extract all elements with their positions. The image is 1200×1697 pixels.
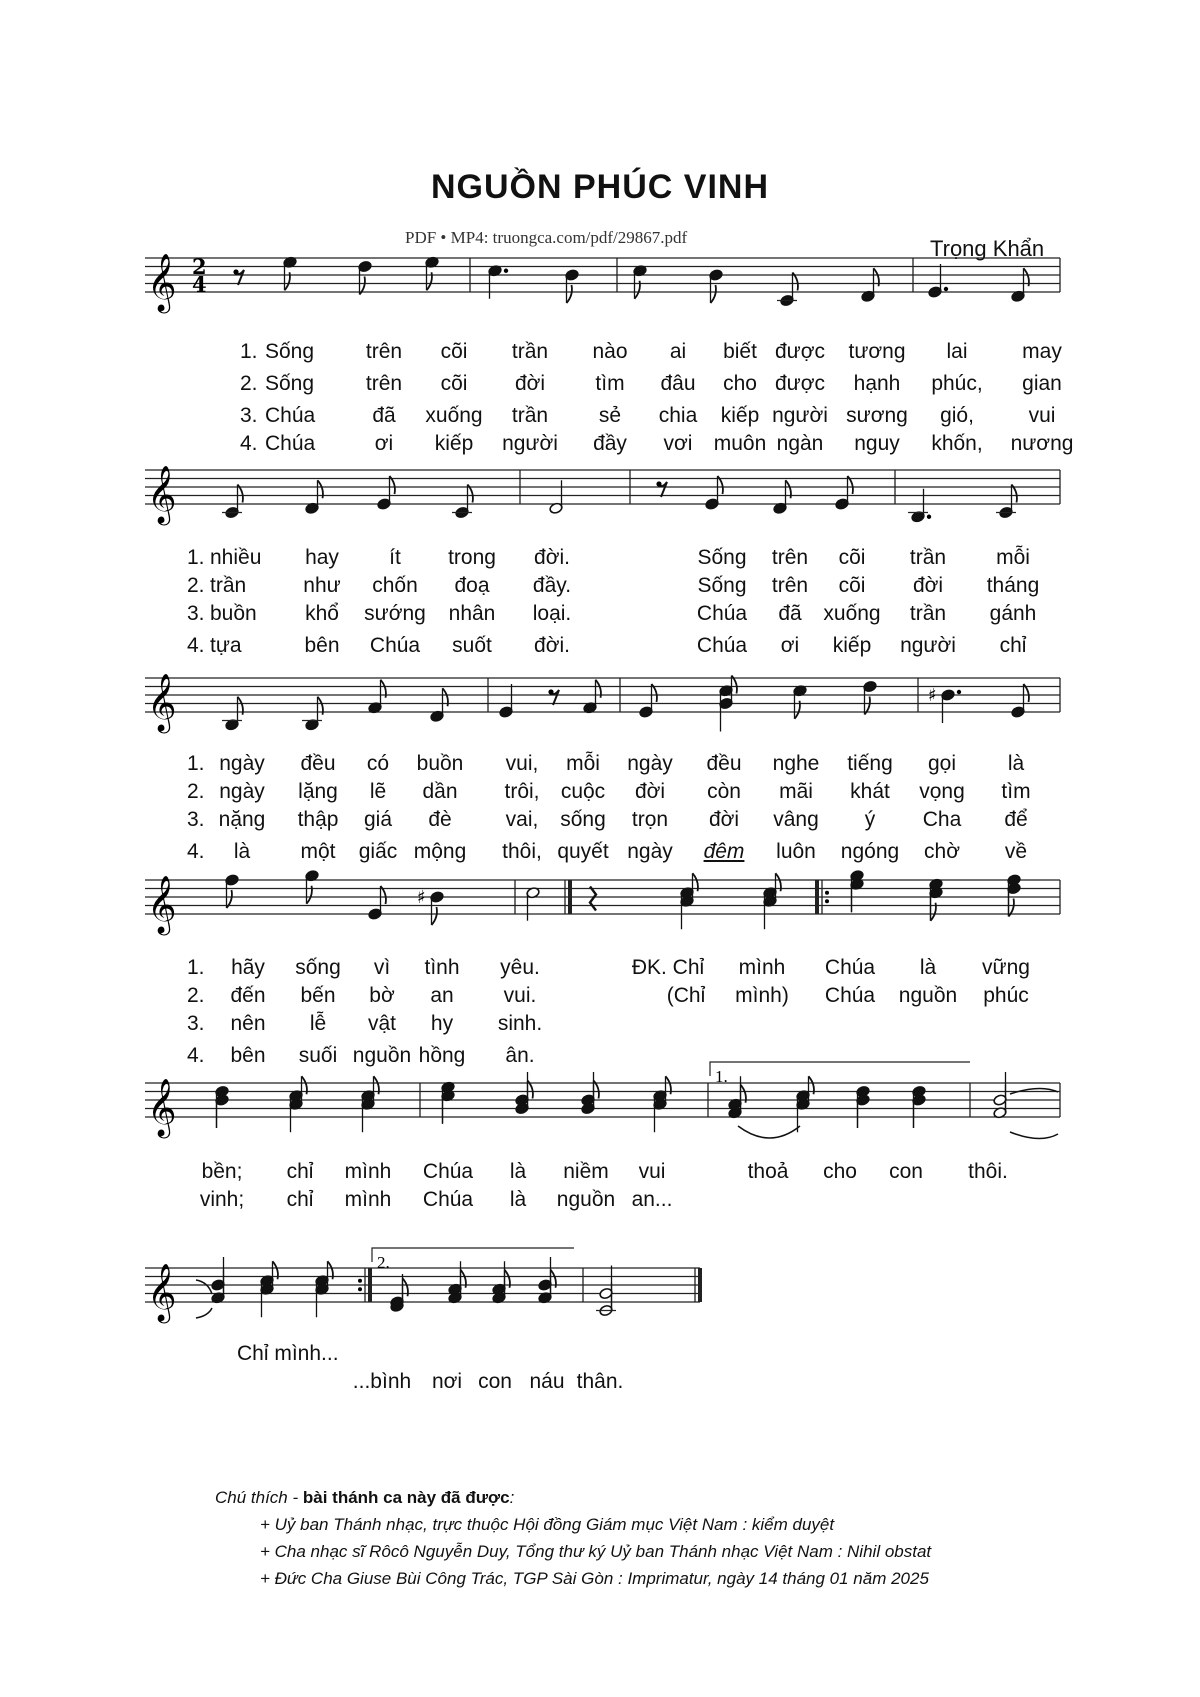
lyric-syllable: biết — [723, 340, 757, 363]
lyric-syllable: mình — [344, 1188, 392, 1211]
lyric-syllable: ơi — [374, 432, 394, 455]
eighth-rest — [656, 481, 661, 486]
lyric-syllable: người — [502, 432, 558, 455]
lyric-syllable: là — [233, 840, 251, 863]
lyric-syllable: bờ — [369, 984, 395, 1007]
lyric-syllable: ngày — [627, 752, 673, 775]
lyric-syllable: Chúa — [265, 432, 316, 455]
lyric-syllable: tựa — [210, 634, 242, 657]
repeat-dot — [825, 899, 829, 903]
footnote-colon: : — [509, 1488, 515, 1507]
lyric-syllable: trên — [365, 372, 403, 395]
song-title: NGUỒN PHÚC VINH — [430, 168, 770, 206]
lyric-syllable: sống — [295, 956, 341, 979]
lyric-syllable: 3. — [187, 808, 205, 831]
lyric-syllable: con — [478, 1370, 512, 1393]
lyric-syllable: bên — [304, 634, 340, 657]
lyric-syllable: Sống — [265, 340, 315, 363]
lyric-syllable: 1. — [187, 956, 205, 979]
lyric-syllable: sướng — [364, 602, 426, 625]
volta-bracket — [710, 1062, 970, 1076]
lyric-syllable: có — [366, 752, 390, 775]
tie — [738, 1126, 800, 1138]
lyric-syllable: vui, — [505, 752, 539, 775]
lyric-syllable: là — [919, 956, 937, 979]
footnote-item: + Đức Cha Giuse Bùi Công Trác, TGP Sài Gòn : Imprimatur, ngày 14 tháng 01 năm 2025 — [260, 1569, 929, 1588]
lyric-syllable: tương — [848, 340, 906, 363]
lyric-syllable: về — [1004, 840, 1028, 863]
lyric-syllable: trần — [909, 602, 947, 625]
lyric-syllable: kiếp — [720, 404, 760, 427]
lyric-syllable: vững — [982, 956, 1030, 979]
lyric-syllable: 1. — [187, 546, 205, 569]
lyric-syllable: quyết — [557, 840, 609, 863]
lyric-syllable: 1. — [240, 340, 258, 363]
lyric-syllable: gọi — [927, 752, 957, 775]
lyric-syllable: tìm — [1001, 780, 1031, 803]
lyric-syllable: trôi, — [504, 780, 540, 803]
lyric-syllable: chỉ — [286, 1188, 314, 1211]
note-flag — [711, 285, 716, 303]
footnote-item: + Uỷ ban Thánh nhạc, trực thuộc Hội đồng Giám mục Việt Nam : kiểm duyệt — [260, 1515, 835, 1534]
lyric-syllable: vì — [373, 956, 391, 979]
lyric-syllable: ngóng — [840, 840, 900, 863]
lyric-syllable: 2. — [187, 780, 205, 803]
lyric-syllable: được — [774, 372, 826, 395]
volta-label: 1. — [715, 1067, 728, 1086]
lyric-syllable: Chúa — [824, 984, 876, 1007]
lyric-syllable: nên — [230, 1012, 266, 1035]
lyric-syllable: mỗi — [566, 752, 600, 775]
note-dot — [927, 515, 931, 519]
lyric-syllable: như — [303, 574, 341, 597]
volta-label: 2. — [377, 1253, 390, 1272]
lyric-syllable: suối — [298, 1044, 338, 1067]
lyric-syllable: người — [772, 404, 828, 427]
lyric-syllable: cõi — [838, 574, 866, 597]
lyric-syllable: ĐK. Chỉ — [631, 956, 705, 979]
treble-clef: 𝄞 — [147, 673, 177, 731]
lyric-syllable: còn — [707, 780, 741, 803]
lyric-syllable: trần — [511, 340, 549, 363]
lyric-syllable: hạnh — [853, 372, 901, 395]
lyric-syllable: nào — [592, 340, 628, 363]
lyric-syllable: trên — [771, 546, 809, 569]
lyric-syllable: lai — [946, 340, 968, 363]
lyric-syllable: đời — [514, 372, 546, 395]
note-dot — [944, 287, 948, 291]
sharp: ♯ — [417, 887, 426, 908]
time-sig-bottom: 4 — [192, 272, 207, 297]
lyric-syllable: ...bình — [352, 1370, 412, 1393]
lyric-syllable: đời — [912, 574, 944, 597]
lyric-syllable: loại. — [532, 602, 572, 625]
note-dot — [504, 269, 508, 273]
lyric-syllable: Sống — [265, 372, 315, 395]
lyric-syllable: ngày — [627, 840, 673, 863]
note-dot — [957, 690, 961, 694]
lyric-syllable: đoạ — [454, 574, 490, 597]
lyric-syllable: buồn — [210, 602, 257, 625]
lyric-syllable: náu — [529, 1370, 565, 1393]
lyric-syllable: hy — [430, 1012, 454, 1035]
lyric-syllable: thập — [297, 808, 339, 831]
lyric-syllable: 4. — [187, 1044, 205, 1067]
lyric-syllable: nghe — [772, 752, 820, 775]
lyric-syllable: nương — [1010, 432, 1074, 455]
lyric-syllable: hay — [305, 546, 339, 569]
footnote-prefix: Chú thích - — [215, 1488, 303, 1507]
lyric-syllable: sinh. — [497, 1012, 543, 1035]
lyric-syllable: xuống — [425, 404, 483, 427]
lyric-syllable: may — [1022, 340, 1062, 363]
lyric-syllable: mãi — [779, 780, 813, 803]
lyric-syllable: cuộc — [560, 780, 606, 803]
lyric-syllable: Sống — [697, 574, 747, 597]
lyric-syllable: xuống — [823, 602, 881, 625]
lyric-syllable: an — [430, 984, 454, 1007]
lyric-syllable: cõi — [440, 340, 468, 363]
lyric-syllable: vui — [638, 1160, 666, 1183]
lyric-syllable: ít — [389, 546, 401, 569]
lyric-syllable: đời. — [534, 546, 570, 569]
lyric-syllable: gánh — [989, 602, 1037, 625]
lyric-syllable: vui. — [503, 984, 537, 1007]
lyric-syllable: trần — [210, 574, 247, 597]
lyric-syllable: mình — [344, 1160, 392, 1183]
composer-name: Trọng Khẩn — [930, 236, 1045, 261]
lyric-syllable: 4. — [240, 432, 258, 455]
lyric-syllable: thoả — [747, 1160, 789, 1183]
repeat-dot — [358, 1287, 362, 1291]
lyric-syllable: con — [889, 1160, 923, 1183]
treble-clef: 𝄞 — [147, 1263, 177, 1321]
lyric-syllable: đều — [706, 752, 742, 775]
lyric-syllable: khổ — [305, 602, 339, 625]
lyric-syllable: bến — [300, 984, 336, 1007]
eighth-rest — [548, 689, 553, 694]
lyric-syllable: an... — [631, 1188, 673, 1211]
footnote-item: + Cha nhạc sĩ Rôcô Nguyễn Duy, Tổng thư ký Uỷ ban Thánh nhạc Việt Nam : Nihil obstat — [260, 1542, 932, 1561]
lyric-syllable: mỗi — [996, 546, 1030, 569]
lyric-syllable: sương — [846, 404, 908, 427]
lyric-syllable: ý — [864, 808, 876, 831]
lyric-syllable: mình — [738, 956, 786, 979]
lyric-syllable: Chúa — [265, 404, 316, 427]
lyric-syllable: 3. — [187, 1012, 205, 1035]
lyric-syllable: lễ — [309, 1012, 327, 1035]
lyric-syllable: giá — [363, 808, 393, 831]
lyric-syllable: đêm — [703, 840, 745, 863]
lyric-syllable: nhiều — [210, 546, 262, 569]
lyric-syllable: là — [1007, 752, 1025, 775]
lyric-syllable: 2. — [187, 984, 205, 1007]
lyric-syllable: bên — [230, 1044, 266, 1067]
lyric-syllable: 3. — [240, 404, 258, 427]
lyric-syllable: Chỉ mình... — [237, 1342, 339, 1365]
treble-clef: 𝄞 — [147, 465, 177, 523]
lyric-syllable: ân. — [505, 1044, 535, 1067]
lyric-syllable: đã — [372, 404, 396, 427]
lyric-syllable: trên — [771, 574, 809, 597]
lyric-syllable: 4. — [187, 634, 205, 657]
treble-clef: 𝄞 — [147, 875, 177, 933]
lyric-syllable: suốt — [452, 634, 492, 657]
lyric-syllable: 2. — [240, 372, 258, 395]
lyric-syllable: niềm — [563, 1160, 609, 1183]
lyric-syllable: vọng — [919, 780, 965, 803]
lyric-syllable: trần — [909, 546, 947, 569]
lyric-syllable: khát — [850, 780, 890, 803]
lyric-syllable: 4. — [187, 840, 205, 863]
treble-clef: 𝄞 — [147, 1078, 177, 1136]
lyric-syllable: để — [1004, 808, 1028, 831]
lyric-syllable: đè — [428, 808, 452, 831]
lyric-syllable: Cha — [922, 808, 962, 831]
lyric-syllable: chỉ — [999, 634, 1027, 657]
source-link[interactable]: PDF • MP4: truongca.com/pdf/29867.pdf — [405, 228, 688, 247]
lyric-syllable: vâng — [773, 808, 819, 831]
tie — [196, 1308, 212, 1318]
eighth-rest — [233, 269, 238, 274]
lyric-syllable: trên — [365, 340, 403, 363]
repeat-dot — [825, 891, 829, 895]
lyric-syllable: vơi — [663, 432, 693, 455]
lyric-syllable: nguy — [854, 432, 900, 455]
lyric-syllable: luôn — [776, 840, 816, 863]
lyric-syllable: giấc — [358, 840, 398, 863]
lyric-syllable: hãy — [231, 956, 265, 979]
lyric-syllable: đời — [708, 808, 740, 831]
treble-clef: 𝄞 — [147, 253, 177, 311]
lyric-syllable: Chúa — [696, 634, 748, 657]
lyric-syllable: Sống — [697, 546, 747, 569]
lyric-syllable: yêu. — [500, 956, 540, 979]
lyric-syllable: muôn — [713, 432, 767, 455]
lyric-syllable: đời. — [534, 634, 570, 657]
lyric-syllable: sống — [560, 808, 606, 831]
lyric-syllable: hồng — [418, 1044, 466, 1067]
lyric-syllable: ngày — [219, 780, 265, 803]
lyric-syllable: 2. — [187, 574, 205, 597]
lyric-syllable: người — [900, 634, 956, 657]
lyric-syllable: tình — [424, 956, 460, 979]
lyric-syllable: bền; — [201, 1160, 243, 1183]
tie — [196, 1280, 212, 1294]
lyric-syllable: phúc — [983, 984, 1029, 1007]
lyric-syllable: đều — [300, 752, 336, 775]
lyric-syllable: cho — [823, 1160, 857, 1183]
lyric-syllable: chờ — [924, 840, 960, 863]
lyric-syllable: nhân — [448, 602, 496, 625]
lyric-syllable: ngàn — [776, 432, 824, 455]
lyric-syllable: ai — [669, 340, 687, 363]
lyric-syllable: cõi — [440, 372, 468, 395]
lyric-syllable: tiếng — [847, 752, 893, 775]
lyric-syllable: đầy — [593, 432, 627, 455]
lyric-syllable: dần — [422, 780, 458, 803]
lyric-syllable: buồn — [416, 752, 464, 775]
lyric-syllable: là — [509, 1188, 527, 1211]
quarter-rest — [590, 887, 596, 911]
lyric-syllable: đến — [230, 984, 266, 1007]
lyric-syllable: nguồn — [898, 984, 958, 1007]
lyric-syllable: kiếp — [434, 432, 474, 455]
lyric-syllable: lẽ — [369, 780, 387, 803]
footnote-bold: bài thánh ca này đã được — [302, 1488, 510, 1507]
lyric-syllable: vật — [367, 1012, 397, 1035]
lyric-syllable: nơi — [431, 1370, 463, 1393]
lyric-syllable: thân. — [576, 1370, 624, 1393]
lyric-syllable: đã — [778, 602, 802, 625]
repeat-dot — [358, 1279, 362, 1283]
tie — [1010, 1132, 1058, 1139]
lyric-syllable: Chúa — [369, 634, 421, 657]
lyric-syllable: trọn — [631, 808, 669, 831]
time-sig-top: 2 — [192, 254, 207, 279]
lyric-syllable: chỉ — [286, 1160, 314, 1183]
lyric-syllable: chốn — [372, 574, 418, 597]
sharp: ♯ — [928, 685, 937, 706]
lyric-syllable: (Chỉ — [666, 984, 706, 1007]
lyric-syllable: trong — [448, 546, 496, 569]
lyric-syllable: Chúa — [696, 602, 748, 625]
lyric-syllable: ngày — [219, 752, 265, 775]
lyric-syllable: vui — [1028, 404, 1056, 427]
lyric-syllable: phúc, — [931, 372, 983, 395]
lyric-syllable: mộng — [413, 840, 467, 863]
note-flag — [432, 907, 437, 925]
lyric-syllable: đầy. — [532, 574, 572, 597]
lyric-syllable: 3. — [187, 602, 205, 625]
lyric-syllable: đời — [634, 780, 666, 803]
lyric-syllable: nặng — [218, 808, 266, 831]
lyric-syllable: thôi. — [968, 1160, 1008, 1183]
lyric-syllable: kiếp — [832, 634, 872, 657]
lyric-syllable: được — [774, 340, 826, 363]
lyric-syllable: sẻ — [598, 404, 622, 427]
lyric-syllable: cõi — [838, 546, 866, 569]
lyric-syllable: Chúa — [422, 1188, 474, 1211]
lyric-syllable: chia — [658, 404, 698, 427]
lyric-syllable: mình) — [735, 984, 789, 1007]
lyric-syllable: cho — [723, 372, 757, 395]
lyric-syllable: vai, — [505, 808, 539, 831]
lyric-syllable: Chúa — [824, 956, 876, 979]
lyric-syllable: là — [509, 1160, 527, 1183]
lyric-syllable: thôi, — [502, 840, 542, 863]
lyric-syllable: 1. — [187, 752, 205, 775]
lyric-syllable: Chúa — [422, 1160, 474, 1183]
lyric-syllable: nguồn — [352, 1044, 412, 1067]
lyric-syllable: một — [300, 840, 336, 863]
lyric-syllable: lặng — [298, 780, 338, 803]
lyric-syllable: gió, — [940, 404, 974, 427]
lyric-syllable: tìm — [595, 372, 625, 395]
lyric-syllable: tháng — [986, 574, 1040, 597]
volta-bracket — [372, 1248, 574, 1262]
lyric-syllable: nguồn — [556, 1188, 616, 1211]
lyric-syllable: gian — [1022, 372, 1062, 395]
lyric-syllable: khốn, — [931, 432, 983, 455]
lyric-syllable: ơi — [780, 634, 800, 657]
lyric-syllable: trần — [511, 404, 549, 427]
lyric-syllable: đâu — [660, 372, 696, 395]
note-flag — [567, 285, 572, 303]
lyric-syllable: vinh; — [199, 1188, 245, 1211]
